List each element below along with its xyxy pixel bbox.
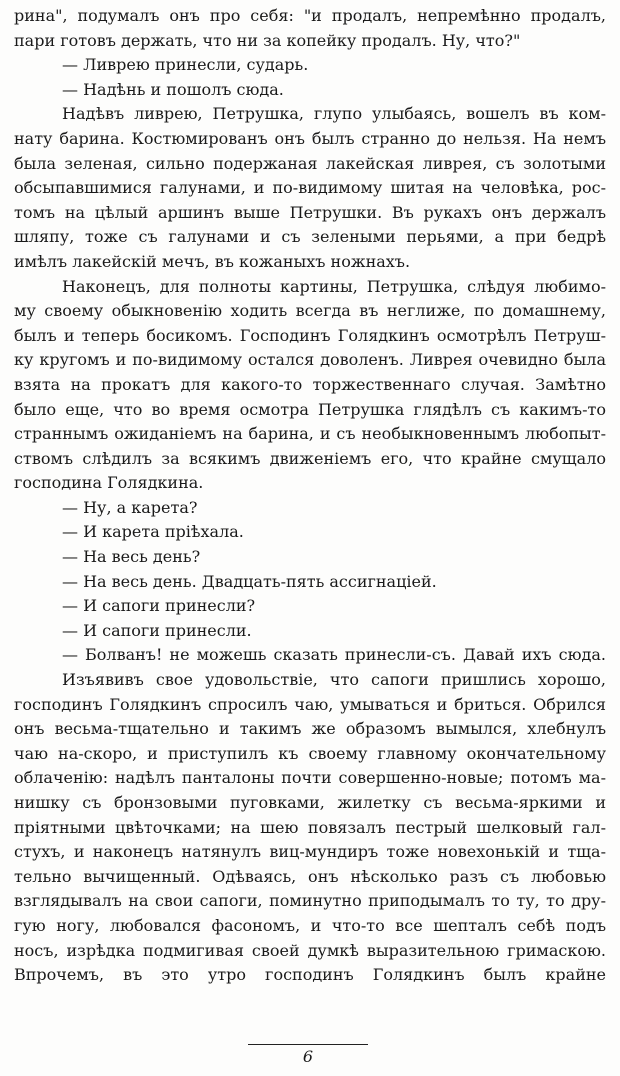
dialogue-line: — Ливрею принесли, сударь. xyxy=(62,55,309,75)
dialogue-line: — Надѣнь и пошолъ сюда. xyxy=(62,79,284,99)
footer-divider xyxy=(248,1044,368,1045)
text-line: рина", подумалъ онъ про себя: "и продалъ, непремѣнно продалъ, xyxy=(14,6,606,25)
text-line: онъ весьма-тщательно и такимъ же образомъ вымылся, хлебнулъ xyxy=(14,719,606,739)
dialogue-line: — Болванъ! не можешь сказать принесли-съ. Давай ихъ сюда. xyxy=(62,645,606,665)
text-line: облаченію: надѣлъ панталоны почти совершенно-новые; потомъ ма- xyxy=(14,768,606,788)
text-line: шляпу, тоже съ галунами и съ зелеными перьями, а при бедрѣ xyxy=(14,227,606,247)
text-line: му своему обыкновенію ходить всегда въ неглиже, по домашнему, xyxy=(14,301,606,321)
text-line: стухъ, и наконецъ натянулъ виц-мундиръ тоже новехонькій и тща- xyxy=(14,842,606,862)
text-line: пари готовъ держать, что ни за копейку продалъ. Ну, что?" xyxy=(14,30,521,50)
text-line: обсыпавшимися галунами, и по-видимому шитая на человѣка, рос- xyxy=(14,178,606,198)
text-line: былъ и теперь босикомъ. Господинъ Голядкинъ осмотрѣлъ Петруш- xyxy=(14,325,606,345)
text-line: Впрочемъ, въ это утро господинъ Голядкинъ былъ крайне xyxy=(14,965,606,985)
text-line: чаю на-скоро, и приступилъ къ своему главному окончательному xyxy=(14,743,606,763)
text-line: взята на прокатъ для какого-то торжественнаго случая. Замѣтно xyxy=(14,374,606,394)
dialogue-line: — На весь день? xyxy=(62,547,201,567)
text-line: ку кругомъ и по-видимому остался доволенъ. Ливрея очевидно была xyxy=(14,350,606,370)
text-line: нишку съ бронзовыми пуговками, жилетку съ весьма-яркими и xyxy=(14,793,606,812)
text-line: имѣлъ лакейскій мечъ, въ кожаныхъ ножнахъ. xyxy=(14,251,411,271)
dialogue-line: — И сапоги принесли? xyxy=(62,596,256,616)
text-line: нату барина. Костюмированъ онъ былъ странно до нельзя. На немъ xyxy=(14,128,606,148)
paragraph-start-line: Изъявивъ свое удовольствіе, что сапоги пришлись хорошо, xyxy=(62,670,606,690)
body-text xyxy=(14,4,606,988)
dialogue-line: — И сапоги принесли. xyxy=(62,620,252,640)
text-line: господинъ Голядкинъ спросилъ чаю, умываться и бриться. Обрился xyxy=(14,694,606,714)
text-line: тельно вычищенный. Одѣваясь, онъ нѣсколько разъ съ любовью xyxy=(14,866,606,886)
dialogue-line: — На весь день. Двадцать-пять ассигнацiей. xyxy=(62,571,437,591)
dialogue-line: — И карета пріѣхала. xyxy=(62,522,244,542)
dialogue-line: — Ну, а карета? xyxy=(62,497,198,517)
text-line: пріятными цвѣточками; на шею повязалъ пестрый шелковый гал- xyxy=(14,817,606,837)
text-line: носъ, изрѣдка подмигивая своей думкѣ выразительною гримаскою. xyxy=(14,940,606,960)
page-number: 6 xyxy=(302,1047,314,1066)
text-line: страннымъ ожиданіемъ на барина, и съ необыкновеннымъ любопыт- xyxy=(14,424,606,444)
paragraph-start-line: Надѣвъ ливрею, Петрушка, глупо улыбаясь, вошелъ въ ком- xyxy=(62,104,606,124)
text-line: было еще, что во время осмотра Петрушка глядѣлъ съ какимъ-то xyxy=(14,399,606,419)
text-line: гую ногу, любовался фасономъ, и что-то все шепталъ себѣ подъ xyxy=(14,915,606,935)
text-line: ствомъ слѣдилъ за всякимъ движеніемъ его, что крайне смущало xyxy=(14,448,606,468)
text-line: томъ на цѣлый аршинъ выше Петрушки. Въ рукахъ онъ держалъ xyxy=(14,202,606,222)
paragraph-start-line: Наконецъ, для полноты картины, Петрушка, слѣдуя любимо- xyxy=(62,276,606,296)
text-line: господина Голядкина. xyxy=(14,473,204,493)
text-line: взглядывалъ на свои сапоги, поминутно приподымалъ то ту, то дру- xyxy=(14,891,606,911)
text-line: была зеленая, сильно подержаная лакейская ливрея, съ золотыми xyxy=(14,153,606,173)
